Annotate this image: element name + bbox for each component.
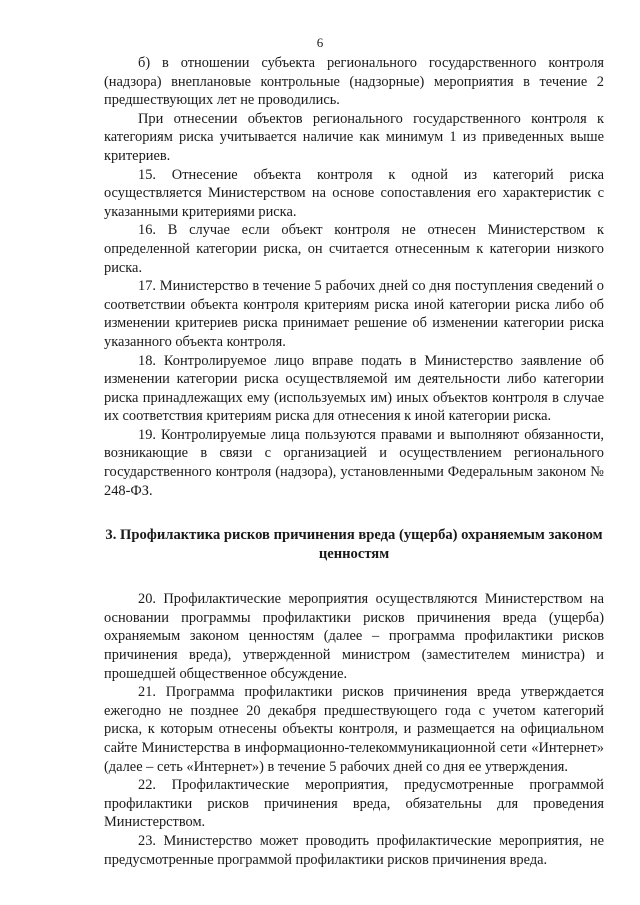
- paragraph-risk-categories: При отнесении объектов регионального государственного контроля к категориям риска учитывается наличие как минимум 1 из приведенных выше критериев.: [104, 110, 604, 164]
- paragraph-23: 23. Министерство может проводить профилактические мероприятия, не предусмотренные программой профилактики рисков причинения вреда.: [104, 832, 604, 868]
- paragraph-19: 19. Контролируемые лица пользуются правами и выполняют обязанности, возникающие в связи с организацией и осуществлением регионального государственного контроля (надзора), установленными Федеральным законом № 248-ФЗ.: [104, 426, 604, 499]
- paragraph-18: 18. Контролируемое лицо вправе подать в Министерство заявление об изменении категории риска осуществляемой им деятельности либо категории риска принадлежащих ему (используемых им) иных объектов контроля в случае их соответствия критериям риска для отнесения к иной категории риска.: [104, 352, 604, 425]
- paragraph-b: б) в отношении субъекта регионального государственного контроля (надзора) внеплановые контрольные (надзорные) мероприятия в течение 2 предшествующих лет не проводились.: [104, 55, 604, 109]
- paragraph-20: 20. Профилактические мероприятия осуществляются Министерством на основании программы профилактики рисков причинения вреда (ущерба) охраняемым законом ценностям (далее – программа профилактики рисков причинения вреда), утвержденной министром (заместителем министра) и прошедшей общественное обсуждение.: [104, 591, 604, 682]
- section-heading: 3. Профилактика рисков причинения вреда (ущерба) охраняемым законом ценностям: [105, 527, 603, 563]
- paragraph-22: 22. Профилактические мероприятия, предусмотренные программой профилактики рисков причинения вреда, обязательны для проведения Министерством.: [104, 777, 604, 831]
- paragraph-21: 21. Программа профилактики рисков причинения вреда утверждается ежегодно не позднее 20 декабря предшествующего года с учетом категорий риска, к которым отнесены объекты контроля, и размещается на официальном сайте Министерства в информационно-телекоммуникационной сети «Интернет» (далее – сеть «Интернет») в течение 5 рабочих дней со дня ее утверждения.: [104, 684, 604, 775]
- page-number: 6: [316, 35, 324, 50]
- heading-spacer: [104, 564, 604, 590]
- paragraph-16: 16. В случае если объект контроля не отнесен Министерством к определенной категории риска, он считается отнесенным к категории низкого риска.: [104, 222, 604, 276]
- document-body: [104, 54, 604, 869]
- paragraph-15: 15. Отнесение объекта контроля к одной из категорий риска осуществляется Министерством на основе сопоставления его характеристик с указанными критериями риска.: [104, 166, 604, 220]
- paragraph-17: 17. Министерство в течение 5 рабочих дней со дня поступления сведений о соответствии объекта контроля критериям риска иной категории риска либо об изменении критериев риска принимает решение об изменении категории риска указанного объекта контроля.: [104, 278, 604, 350]
